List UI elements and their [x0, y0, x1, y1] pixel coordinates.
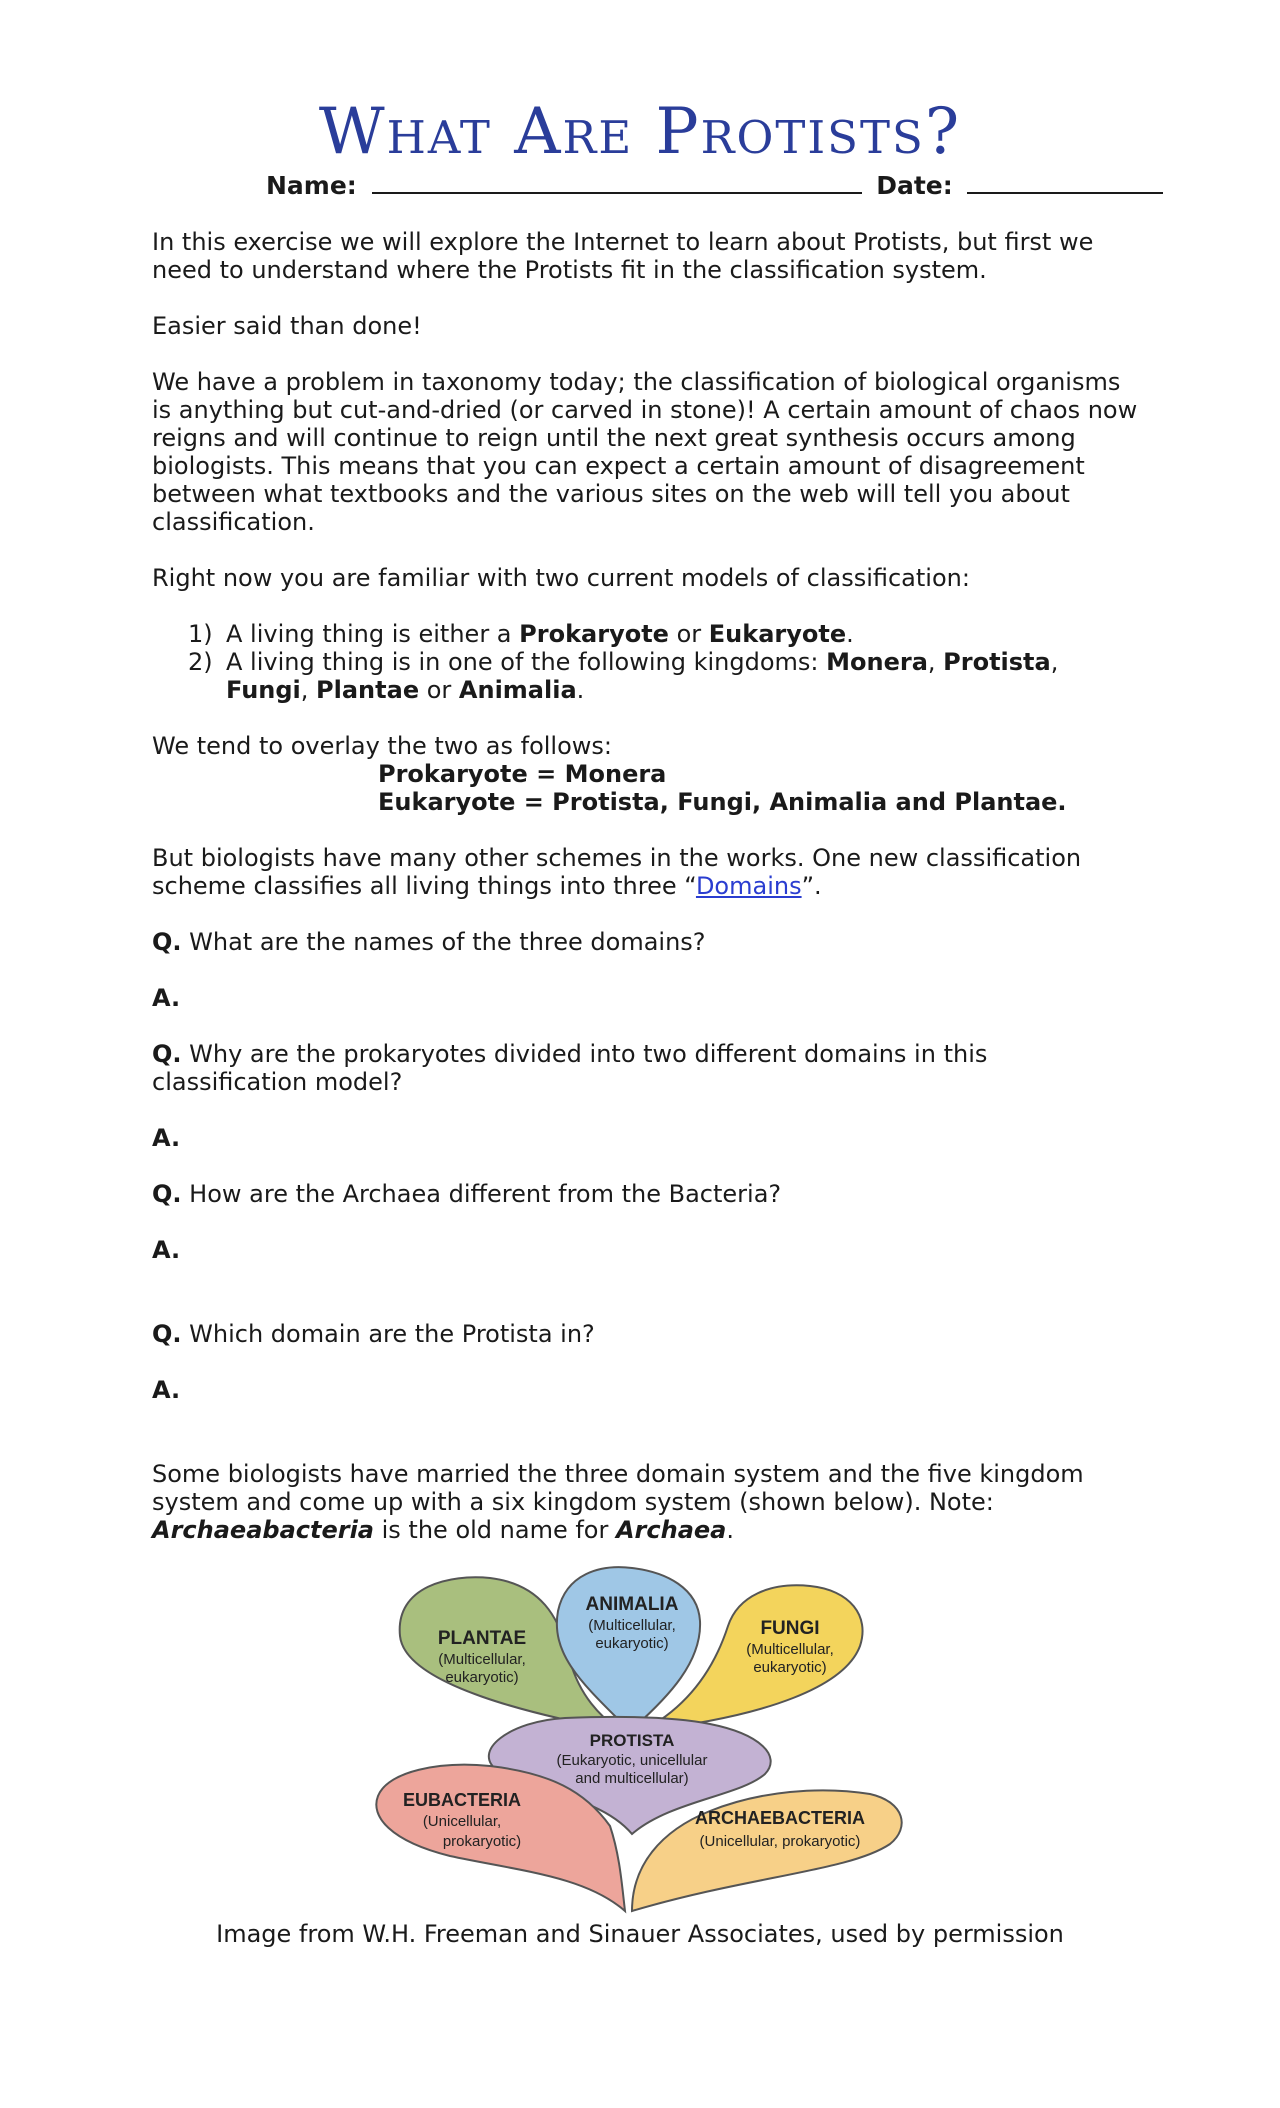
fungi-label: FUNGI [760, 1618, 820, 1639]
overlay-line-2: Eukaryote = Protista, Fungi, Animalia and Plantae. [378, 788, 1067, 816]
svg-text:prokaryotic): prokaryotic) [442, 1833, 522, 1850]
name-label: Name: [266, 171, 357, 200]
eubacteria-label: EUBACTERIA [402, 1790, 522, 1810]
answer-2[interactable]: A. [152, 1124, 181, 1152]
list-item: 1) A living thing is either a Prokaryote or Eukaryote. [188, 620, 854, 648]
answer-4[interactable]: A. [152, 1376, 181, 1404]
svg-text:(Eukaryotic, unicellular: (Eukaryotic, unicellular [556, 1752, 708, 1769]
svg-text:(Unicellular, prokaryotic): (Unicellular, prokaryotic) [699, 1833, 861, 1850]
question-3: Q. How are the Archaea different from the Bacteria? [152, 1180, 782, 1208]
intro-paragraph: In this exercise we will explore the Internet to learn about Protists, but first we need to understand where the Protists fit in the classification system. [152, 228, 1094, 284]
protista-label: PROTISTA [589, 1731, 675, 1750]
question-4: Q. Which domain are the Protista in? [152, 1320, 595, 1348]
problem-paragraph: We have a problem in taxonomy today; the classification of biological organisms is anything but cut-and-dried (or carved in stone)! A certain amount of chaos now reigns and will continue to reign until the next great synthesis occurs among biologists. This means that you can expect a certain amount of disagreement between what textbooks and the various sites on the web will tell you about classification. [152, 368, 1138, 536]
svg-text:(Multicellular,: (Multicellular, [746, 1641, 834, 1658]
answer-3[interactable]: A. [152, 1236, 181, 1264]
svg-text:and multicellular): and multicellular) [575, 1770, 689, 1787]
schemes-paragraph: But biologists have many other schemes in the works. One new classification scheme classifies all living things into three “Domains”. [152, 844, 1082, 900]
page-title: What Are Protists? [318, 95, 962, 169]
overlay-line-1: Prokaryote = Monera [378, 760, 667, 788]
archaebacteria-label: ARCHAEBACTERIA [695, 1808, 865, 1828]
answer-1[interactable]: A. [152, 984, 181, 1012]
date-label: Date: [876, 171, 953, 200]
svg-text:(Multicellular,: (Multicellular, [588, 1617, 676, 1634]
svg-text:eukaryotic): eukaryotic) [595, 1635, 669, 1652]
svg-text:eukaryotic): eukaryotic) [753, 1659, 827, 1676]
question-1: Q. What are the names of the three domains? [152, 928, 706, 956]
models-paragraph: Right now you are familiar with two current models of classification: [152, 564, 970, 592]
name-field[interactable] [372, 170, 862, 194]
models-list [152, 620, 1142, 704]
overlay-block [152, 732, 1142, 816]
six-kingdom-paragraph: Some biologists have married the three domain system and the five kingdom system and come up with a six kingdom system (shown below). Note: Archaeabacteria is the old name for Archaea. [152, 1460, 1084, 1544]
easier-paragraph: Easier said than done! [152, 312, 422, 340]
six-kingdom-diagram [370, 1566, 910, 1916]
svg-text:(Unicellular,: (Unicellular, [422, 1813, 502, 1830]
image-caption: Image from W.H. Freeman and Sinauer Associates, used by permission [216, 1920, 1064, 1948]
svg-text:eukaryotic): eukaryotic) [445, 1669, 519, 1686]
plantae-label: PLANTAE [437, 1628, 527, 1649]
question-2: Q. Why are the prokaryotes divided into two different domains in this classification model? [152, 1040, 988, 1096]
date-field[interactable] [967, 170, 1163, 194]
name-date-row [266, 170, 1169, 200]
svg-text:(Multicellular,: (Multicellular, [438, 1651, 526, 1668]
overlay-intro: We tend to overlay the two as follows: [152, 732, 612, 760]
list-item: 2) A living thing is in one of the following kingdoms: Monera, Protista, Fungi, Plantae or Animalia. [188, 648, 1059, 704]
animalia-label: ANIMALIA [585, 1594, 679, 1615]
domains-link[interactable]: Domains [695, 872, 802, 900]
